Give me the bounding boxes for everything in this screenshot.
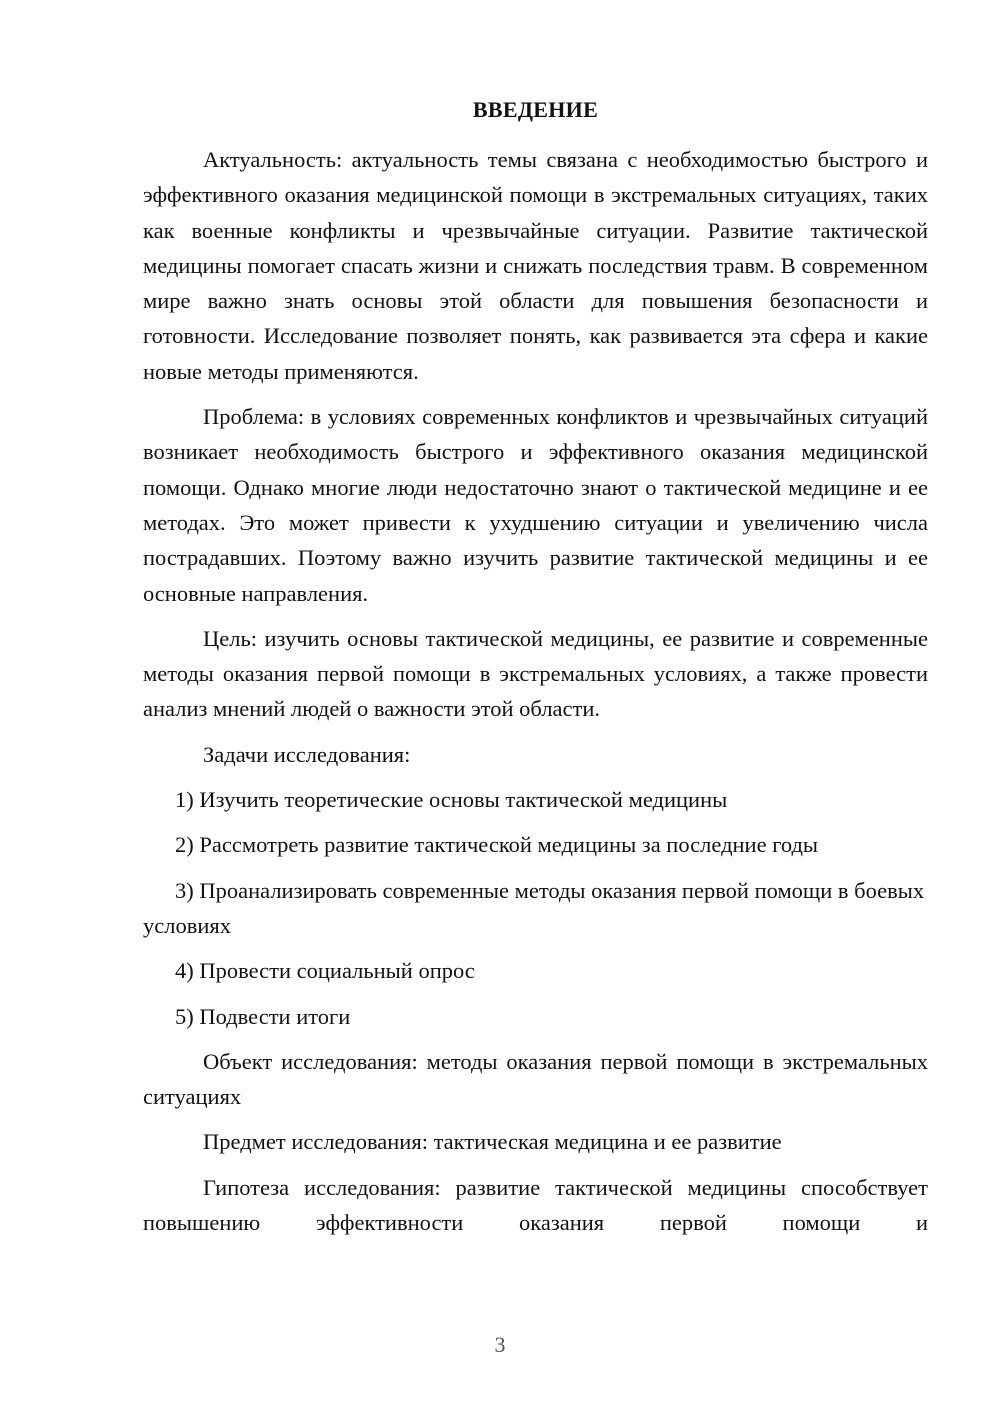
page-number: 3 xyxy=(494,1332,506,1357)
task-item-4: 4) Провести социальный опрос xyxy=(175,958,475,984)
task-item-5: 5) Подвести итоги xyxy=(175,1003,351,1029)
paragraph-relevance: Актуальность: актуальность темы связана с необходимостью быстрого и эффективного оказания медицинской помощи в экстремальных ситуациях, таких как военные конфликты и чрезвычайные ситуации. Развитие тактической медицины помогает спасать жизни и снижать последствия травм. В современном мире важно знать основы этой области для повышения безопасности и готовности. Исследование позволяет понять, как развивается эта сфера и какие новые методы применяются. xyxy=(143,147,928,384)
paragraph-goal: Цель: изучить основы тактической медицины, ее развитие и современные методы оказания первой помощи в экстремальных условиях, а также провести анализ мнений людей о важности этой области. xyxy=(143,625,928,722)
page-content xyxy=(143,92,928,1250)
paragraph-subject: Предмет исследования: тактическая медицина и ее развитие xyxy=(203,1129,782,1155)
tasks-heading: Задачи исследования: xyxy=(203,741,411,767)
page-title: ВВЕДЕНИЕ xyxy=(472,97,599,122)
paragraph-object: Объект исследования: методы оказания первой помощи в экстремальных ситуациях xyxy=(143,1048,928,1110)
paragraph-problem: Проблема: в условиях современных конфликтов и чрезвычайных ситуаций возникает необходимость быстрого и эффективного оказания медицинской помощи. Однако многие люди недостаточно знают о тактической медицине и ее методах. Это может привести к ухудшению ситуации и увеличению числа пострадавших. Поэтому важно изучить развитие тактической медицины и ее основные направления. xyxy=(143,404,928,606)
task-item-3: 3) Проанализировать современные методы оказания первой помощи в боевых условиях xyxy=(143,877,925,938)
task-item-1: 1) Изучить теоретические основы тактической медицины xyxy=(175,787,728,813)
paragraph-hypothesis: Гипотеза исследования: развитие тактической медицины способствует повышению эффективности оказания первой помощи и xyxy=(143,1174,928,1236)
task-item-2: 2) Рассмотреть развитие тактической медицины за последние годы xyxy=(175,832,819,858)
